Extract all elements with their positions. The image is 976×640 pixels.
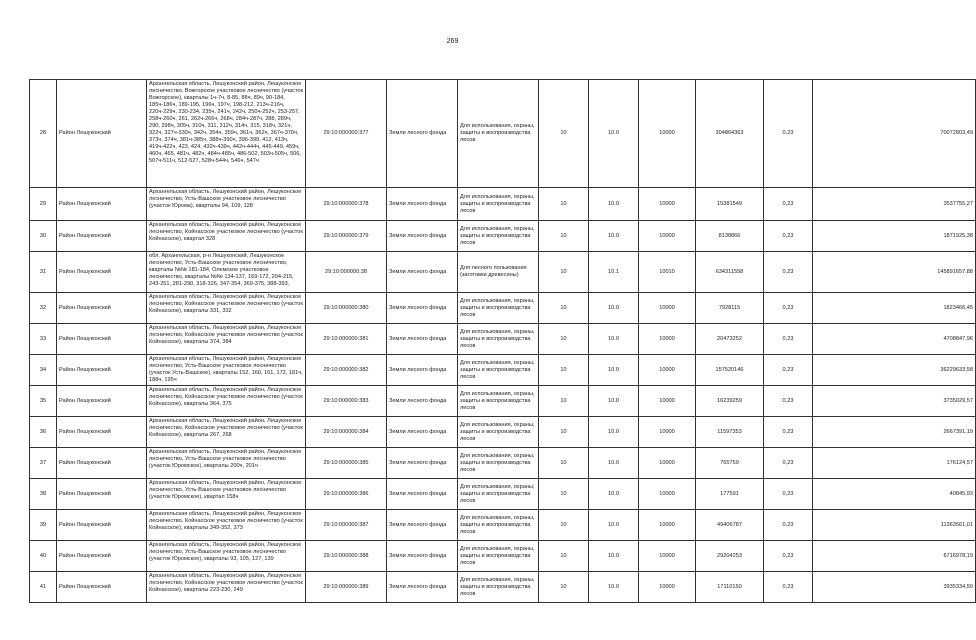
cadastral-number-cell: 29:10:000000:38 (306, 252, 387, 293)
value-cell-8: 10.0 (589, 417, 639, 448)
cadastral-number-cell: 29:10:000000:389 (306, 572, 387, 603)
cadastral-number-cell: 29:10:000000:384 (306, 417, 387, 448)
cost-cell: 4708847,96 (813, 324, 976, 355)
permitted-use-cell: Для использования, охраны, защиты и воспроизводства лесов (458, 417, 539, 448)
cost-cell: 3537755,27 (813, 188, 976, 221)
district-cell: Район Лешуконский (57, 541, 147, 572)
table-row (30, 252, 976, 293)
cost-cell: 3735029,57 (813, 386, 976, 417)
value-cell-7: 10 (539, 572, 589, 603)
cadastral-number-cell: 29:10:000000:382 (306, 355, 387, 386)
value-cell-9: 10000 (639, 386, 696, 417)
cost-cell: 1871925,38 (813, 221, 976, 252)
district-cell: Район Лешуконский (57, 572, 147, 603)
location-cell: Архангельская область, Лешуконский район, Лешуконское лесничество, Койнасское участковое лесничество (участок Койнасское), кварталы 331, 332 (147, 293, 306, 324)
land-category-cell: Земли лесного фонда (387, 293, 458, 324)
value-cell-7: 10 (539, 293, 589, 324)
value-cell-8: 10.0 (589, 448, 639, 479)
cadastral-number-cell: 29:10:000000:378 (306, 188, 387, 221)
row-number: 34 (30, 355, 57, 386)
value-cell-8: 10.1 (589, 252, 639, 293)
district-cell: Район Лешуконский (57, 221, 147, 252)
area-cell: 11597353 (696, 417, 764, 448)
land-category-cell: Земли лесного фонда (387, 572, 458, 603)
rate-cell: 0,23 (764, 324, 813, 355)
table-row (30, 355, 976, 386)
value-cell-9: 10000 (639, 572, 696, 603)
location-cell: Архангельская область, Лешуконский район, Лешуконское лесничество, Вожгорское участковое лесничество (участок Вожгорское), кварталы 1ч-7ч, 8-85, 88ч, 89ч, 90-184, 185ч-186ч, 189-195, 196ч, 197ч, 198-212, 213ч-216ч, 220ч-229ч, 230-234, 235ч, 241ч, 242ч, 250ч-252ч, 253-257, 258ч-260ч, 261, 262ч-266ч, 268ч, 284ч-287ч, 288, 289ч, 290, 298ч, 305ч, 310ч, 311, 312ч, 314ч, 315, 318ч, 321ч, 322ч, 327ч-330ч, 342ч, 354ч, 359ч, 361ч, 362ч, 367ч-370ч, 373ч, 374ч, 381ч-385ч, 388ч-390ч, 396-399, 412, 413ч, 419ч-422ч, 423, 424, 432ч-439ч, 442ч-444ч, 445-449, 459ч, 460ч, 465, 481ч, 482ч, 484ч-485ч, 486-502, 503ч-505ч, 506, 507ч-511ч, 512-527, 528ч-544ч, 546ч, 547ч (147, 80, 306, 188)
area-cell: 20473252 (696, 324, 764, 355)
cadastral-number-cell: 29:10:000000:379 (306, 221, 387, 252)
row-number: 39 (30, 510, 57, 541)
value-cell-8: 10.0 (589, 541, 639, 572)
value-cell-7: 10 (539, 324, 589, 355)
area-cell: 157520146 (696, 355, 764, 386)
value-cell-7: 10 (539, 479, 589, 510)
area-cell: 177591 (696, 479, 764, 510)
table-row (30, 188, 976, 221)
permitted-use-cell: Для использования, охраны, защиты и воспроизводства лесов (458, 80, 539, 188)
value-cell-7: 10 (539, 386, 589, 417)
value-cell-7: 10 (539, 188, 589, 221)
land-category-cell: Земли лесного фонда (387, 417, 458, 448)
cadastral-number-cell: 29:10:000000:385 (306, 448, 387, 479)
district-cell: Район Лешуконский (57, 417, 147, 448)
table-row (30, 221, 976, 252)
rate-cell: 0,23 (764, 355, 813, 386)
cost-cell: 3935334,50 (813, 572, 976, 603)
location-cell: обл. Архангельская, р-н Лешуконский, Лешуконское лесничество, Усть-Вашское участковое лесничество, кварталы №№ 181-184, Олемское участковое лесничество, кварталы №№ 134-137, 169-172, 204-215, 243-251, 281-290, 318-326, 347-354, 369-375, 388-393, (147, 252, 306, 293)
permitted-use-cell: Для использования, охраны, защиты и воспроизводства лесов (458, 221, 539, 252)
cost-cell: 176124,57 (813, 448, 976, 479)
district-cell: Район Лешуконский (57, 324, 147, 355)
permitted-use-cell: Для использования, охраны, защиты и воспроизводства лесов (458, 293, 539, 324)
area-cell: 17110150 (696, 572, 764, 603)
cadastral-number-cell: 29:10:000000:381 (306, 324, 387, 355)
area-cell: 8138866 (696, 221, 764, 252)
row-number: 40 (30, 541, 57, 572)
rate-cell: 0,23 (764, 541, 813, 572)
cost-cell: 6716978,19 (813, 541, 976, 572)
land-category-cell: Земли лесного фонда (387, 188, 458, 221)
cost-cell: 2667391,19 (813, 417, 976, 448)
row-number: 35 (30, 386, 57, 417)
row-number: 38 (30, 479, 57, 510)
value-cell-7: 10 (539, 541, 589, 572)
value-cell-8: 10.0 (589, 324, 639, 355)
value-cell-7: 10 (539, 80, 589, 188)
land-category-cell: Земли лесного фонда (387, 541, 458, 572)
value-cell-7: 10 (539, 252, 589, 293)
location-cell: Архангельская область, Лешуконский район, Лешуконское лесничество, Койнасское участковое лесничество (участок Койнасское), квартал 328 (147, 221, 306, 252)
value-cell-9: 10000 (639, 324, 696, 355)
permitted-use-cell: Для использования, охраны, защиты и воспроизводства лесов (458, 541, 539, 572)
rate-cell: 0,23 (764, 510, 813, 541)
cadastral-number-cell: 29:10:000000:388 (306, 541, 387, 572)
location-cell: Архангельская область, Лешуконский район, Лешуконское лесничество, Койнасское участковое лесничество (участок Койнасское), кварталы 349-352, 373 (147, 510, 306, 541)
value-cell-8: 10.0 (589, 510, 639, 541)
value-cell-8: 10.0 (589, 572, 639, 603)
land-category-cell: Земли лесного фонда (387, 448, 458, 479)
table-row (30, 386, 976, 417)
page-number: 269 (446, 38, 459, 45)
permitted-use-cell: Для использования, охраны, защиты и воспроизводства лесов (458, 188, 539, 221)
value-cell-9: 10000 (639, 479, 696, 510)
value-cell-8: 10.0 (589, 80, 639, 188)
district-cell: Район Лешуконский (57, 510, 147, 541)
district-cell: Район Лешуконский (57, 386, 147, 417)
cost-cell: 11363561,01 (813, 510, 976, 541)
district-cell: Район Лешуконский (57, 80, 147, 188)
land-category-cell: Земли лесного фонда (387, 252, 458, 293)
value-cell-9: 10000 (639, 80, 696, 188)
location-cell: Архангельская область, Лешуконский район, Лешуконское лесничество, Койнасское участковое лесничество (участок Койнасское), кварталы 374, 384 (147, 324, 306, 355)
value-cell-9: 10000 (639, 355, 696, 386)
permitted-use-cell: Для использования, охраны, защиты и воспроизводства лесов (458, 324, 539, 355)
land-category-cell: Земли лесного фонда (387, 324, 458, 355)
cadastral-number-cell: 29:10:000000:386 (306, 479, 387, 510)
permitted-use-cell: Для лесного пользования (заготовки древесины) (458, 252, 539, 293)
value-cell-9: 10000 (639, 417, 696, 448)
table-row (30, 448, 976, 479)
row-number: 32 (30, 293, 57, 324)
row-number: 37 (30, 448, 57, 479)
land-category-cell: Земли лесного фонда (387, 221, 458, 252)
rate-cell: 0,23 (764, 448, 813, 479)
value-cell-8: 10.0 (589, 355, 639, 386)
value-cell-8: 10.0 (589, 386, 639, 417)
land-plots-table (29, 79, 976, 603)
land-category-cell: Земли лесного фонда (387, 80, 458, 188)
district-cell: Район Лешуконский (57, 293, 147, 324)
cost-cell: 70072803,49 (813, 80, 976, 188)
area-cell: 16239259 (696, 386, 764, 417)
area-cell: 29204253 (696, 541, 764, 572)
area-cell: 634311558 (696, 252, 764, 293)
location-cell: Архангельская область, Лешуконский район, Лешуконское лесничество, Усть-Вашское участковое лесничество (участок Юромское), кварталы 200ч, 201ч (147, 448, 306, 479)
value-cell-7: 10 (539, 355, 589, 386)
area-cell: 304864363 (696, 80, 764, 188)
value-cell-9: 10000 (639, 510, 696, 541)
rate-cell: 0,23 (764, 417, 813, 448)
location-cell: Архангельская область, Лешуконский район, Лешуконское лесничество, Усть-Вашское участковое лесничество (участок Юрома), кварталы 94, 109, 128 (147, 188, 306, 221)
permitted-use-cell: Для использования, охраны, защиты и воспроизводства лесов (458, 355, 539, 386)
cost-cell: 145891657,88 (813, 252, 976, 293)
value-cell-9: 10000 (639, 541, 696, 572)
land-category-cell: Земли лесного фонда (387, 510, 458, 541)
district-cell: Район Лешуконский (57, 479, 147, 510)
rate-cell: 0,23 (764, 221, 813, 252)
permitted-use-cell: Для использования, охраны, защиты и воспроизводства лесов (458, 572, 539, 603)
row-number: 28 (30, 80, 57, 188)
row-number: 30 (30, 221, 57, 252)
value-cell-7: 10 (539, 221, 589, 252)
cadastral-number-cell: 29:10:000000:380 (306, 293, 387, 324)
value-cell-9: 10000 (639, 293, 696, 324)
row-number: 31 (30, 252, 57, 293)
table-row (30, 293, 976, 324)
district-cell: Район Лешуконский (57, 252, 147, 293)
value-cell-9: 10010 (639, 252, 696, 293)
rate-cell: 0,23 (764, 188, 813, 221)
table-row (30, 510, 976, 541)
district-cell: Район Лешуконский (57, 355, 147, 386)
land-category-cell: Земли лесного фонда (387, 479, 458, 510)
location-cell: Архангельская область, Лешуконский район, Лешуконское лесничество, Усть-Вашское участковое лесничество (участок Юромское), квартал 158ч (147, 479, 306, 510)
row-number: 33 (30, 324, 57, 355)
row-number: 36 (30, 417, 57, 448)
district-cell: Район Лешуконский (57, 448, 147, 479)
table-row (30, 324, 976, 355)
location-cell: Архангельская область, Лешуконский район, Лешуконское лесничество, Усть-Вашское участковое лесничество (участок Юромское), кварталы 93, 105, 127, 139 (147, 541, 306, 572)
area-cell: 765759 (696, 448, 764, 479)
location-cell: Архангельская область, Лешуконский район, Лешуконское лесничество, Койнасское участковое лесничество (участок Койнасское), кварталы 267, 268 (147, 417, 306, 448)
area-cell: 15381549 (696, 188, 764, 221)
location-cell: Архангельская область, Лешуконский район, Лешуконское лесничество, Койнасское участковое лесничество (участок Койнасское), кварталы 223-230, 249 (147, 572, 306, 603)
value-cell-7: 10 (539, 448, 589, 479)
permitted-use-cell: Для использования, охраны, защиты и воспроизводства лесов (458, 510, 539, 541)
cadastral-number-cell: 29:10:000000:377 (306, 80, 387, 188)
value-cell-9: 10000 (639, 221, 696, 252)
rate-cell: 0,23 (764, 479, 813, 510)
rate-cell: 0,23 (764, 80, 813, 188)
permitted-use-cell: Для использования, охраны, защиты и воспроизводства лесов (458, 448, 539, 479)
cost-cell: 36229633,58 (813, 355, 976, 386)
value-cell-8: 10.0 (589, 221, 639, 252)
permitted-use-cell: Для использования, охраны, защиты и воспроизводства лесов (458, 479, 539, 510)
rate-cell: 0,23 (764, 386, 813, 417)
rate-cell: 0,23 (764, 572, 813, 603)
cadastral-number-cell: 29:10:000000:387 (306, 510, 387, 541)
rate-cell: 0,23 (764, 252, 813, 293)
table-row (30, 80, 976, 188)
land-category-cell: Земли лесного фонда (387, 386, 458, 417)
cadastral-number-cell: 29:10:000000:383 (306, 386, 387, 417)
value-cell-7: 10 (539, 510, 589, 541)
permitted-use-cell: Для использования, охраны, защиты и воспроизводства лесов (458, 386, 539, 417)
table-row (30, 417, 976, 448)
value-cell-8: 10.0 (589, 479, 639, 510)
value-cell-7: 10 (539, 417, 589, 448)
value-cell-9: 10000 (639, 448, 696, 479)
value-cell-8: 10.0 (589, 188, 639, 221)
district-cell: Район Лешуконский (57, 188, 147, 221)
location-cell: Архангельская область, Лешуконский район, Лешуконское лесничество, Койнасское участковое лесничество (участок Койнасское), кварталы 364, 375 (147, 386, 306, 417)
value-cell-8: 10.0 (589, 293, 639, 324)
location-cell: Архангельская область, Лешуконский район, Лешуконское лесничество, Усть-Вашское участковое лесничество (участок Усть-Вашское), кварталы 152, 160, 161, 172, 181ч, 188ч, 195ч (147, 355, 306, 386)
cost-cell: 1823466,45 (813, 293, 976, 324)
value-cell-9: 10000 (639, 188, 696, 221)
rate-cell: 0,23 (764, 293, 813, 324)
table-row (30, 541, 976, 572)
area-cell: 7928115 (696, 293, 764, 324)
table-row (30, 572, 976, 603)
row-number: 29 (30, 188, 57, 221)
row-number: 41 (30, 572, 57, 603)
land-category-cell: Земли лесного фонда (387, 355, 458, 386)
cost-cell: 40845,93 (813, 479, 976, 510)
area-cell: 49406787 (696, 510, 764, 541)
table-row (30, 479, 976, 510)
